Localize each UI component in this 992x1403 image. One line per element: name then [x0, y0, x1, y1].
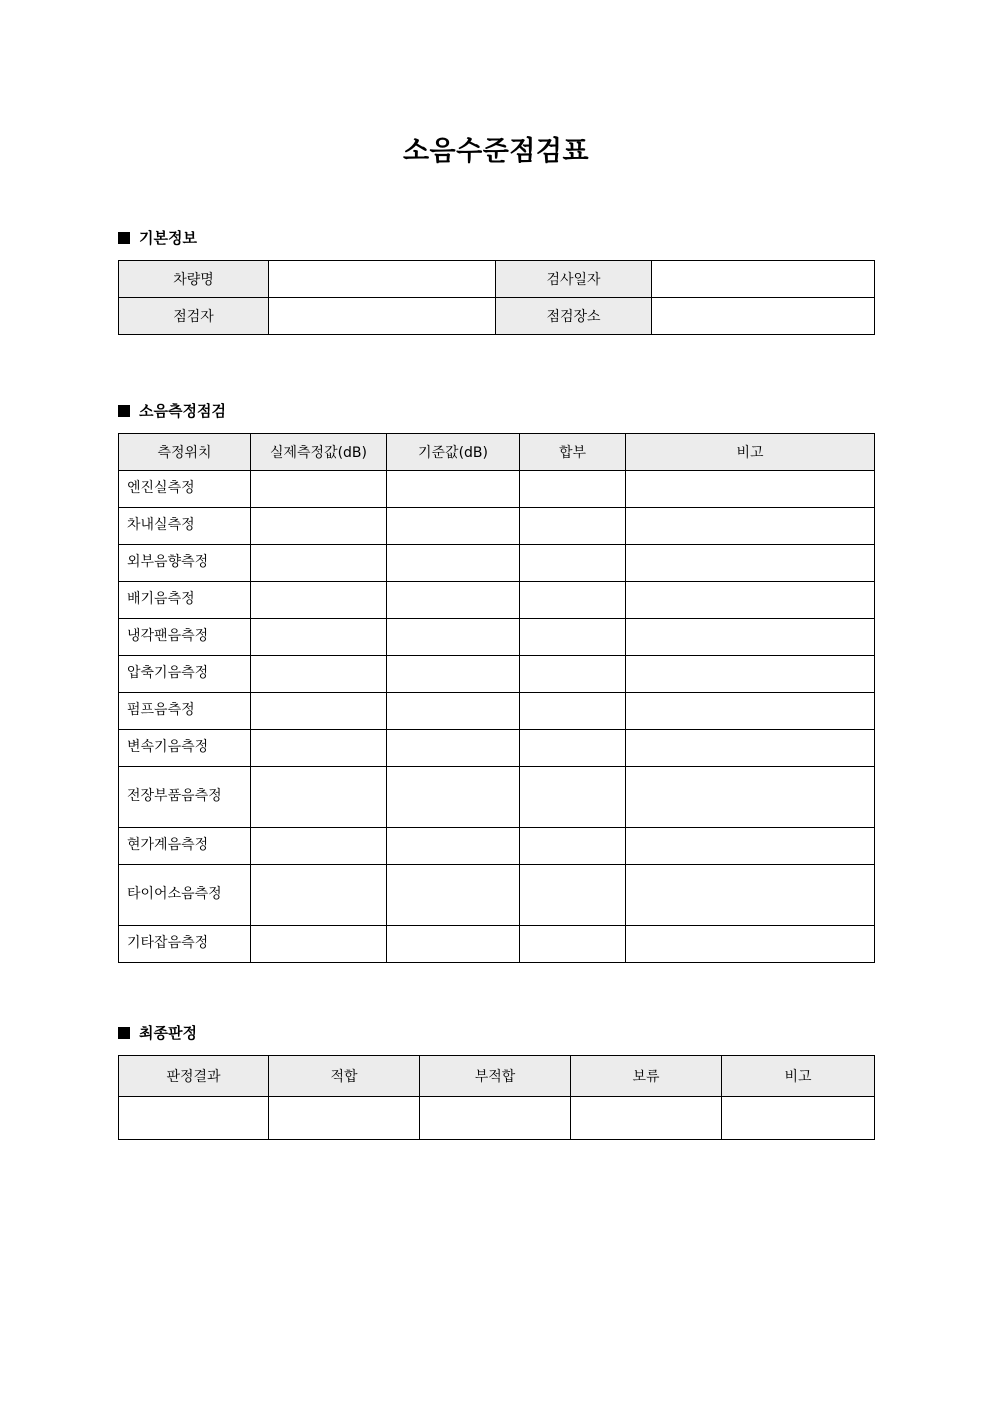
section-heading-label: 소음측정점검: [139, 401, 226, 420]
table-row: [119, 544, 875, 581]
cell-remark[interactable]: [626, 766, 875, 827]
section-noise-measurement: [0, 401, 992, 963]
column-header-pass: 적합: [269, 1055, 420, 1096]
table-row: [119, 507, 875, 544]
cell-measured-value[interactable]: [251, 766, 387, 827]
cell-location: 냉각팬음측정: [119, 618, 251, 655]
table-header-row: [119, 433, 875, 470]
table-row: [119, 655, 875, 692]
square-bullet-icon: [118, 405, 130, 417]
cell-standard-value[interactable]: [387, 729, 520, 766]
cell-standard-value[interactable]: [387, 544, 520, 581]
cell-location: 압축기음측정: [119, 655, 251, 692]
field-label-inspection-date: 검사일자: [496, 260, 652, 297]
cell-pass-fail[interactable]: [520, 766, 626, 827]
cell-remark[interactable]: [626, 507, 875, 544]
cell-measured-value[interactable]: [251, 544, 387, 581]
column-header-pass-fail: 합부: [520, 433, 626, 470]
cell-measured-value[interactable]: [251, 827, 387, 864]
cell-pass-fail[interactable]: [520, 864, 626, 925]
cell-location: 배기음측정: [119, 581, 251, 618]
column-header-remark: 비고: [722, 1055, 875, 1096]
table-row: [119, 470, 875, 507]
cell-remark[interactable]: [626, 827, 875, 864]
section-heading-noise-measurement: [118, 401, 992, 420]
noise-measurement-table: [118, 433, 875, 963]
cell-standard-value[interactable]: [387, 655, 520, 692]
cell-standard-value[interactable]: [387, 507, 520, 544]
column-header-fail: 부적합: [420, 1055, 571, 1096]
field-value-inspection-date[interactable]: [652, 260, 875, 297]
table-header-row: [119, 1055, 875, 1096]
field-label-inspector: 점검자: [119, 297, 269, 334]
table-row: [119, 766, 875, 827]
cell-location: 차내실측정: [119, 507, 251, 544]
cell-remark[interactable]: [626, 925, 875, 962]
square-bullet-icon: [118, 1027, 130, 1039]
cell-standard-value[interactable]: [387, 581, 520, 618]
cell-remark[interactable]: [626, 470, 875, 507]
table-row: [119, 864, 875, 925]
cell-fail[interactable]: [420, 1096, 571, 1139]
cell-remark[interactable]: [626, 618, 875, 655]
cell-remark[interactable]: [626, 581, 875, 618]
column-header-remark: 비고: [626, 433, 875, 470]
section-final-verdict: [0, 1023, 992, 1140]
cell-measured-value[interactable]: [251, 925, 387, 962]
cell-remark[interactable]: [626, 864, 875, 925]
cell-standard-value[interactable]: [387, 618, 520, 655]
cell-measured-value[interactable]: [251, 618, 387, 655]
cell-pass-fail[interactable]: [520, 470, 626, 507]
final-verdict-table: [118, 1055, 875, 1140]
cell-measured-value[interactable]: [251, 692, 387, 729]
cell-measured-value[interactable]: [251, 507, 387, 544]
cell-pass-fail[interactable]: [520, 729, 626, 766]
table-row: [119, 1096, 875, 1139]
column-header-measured-value: 실제측정값(dB): [251, 433, 387, 470]
column-header-verdict-result: 판정결과: [119, 1055, 269, 1096]
cell-standard-value[interactable]: [387, 470, 520, 507]
section-heading-label: 최종판정: [139, 1023, 197, 1042]
cell-location: 외부음향측정: [119, 544, 251, 581]
field-value-inspector[interactable]: [269, 297, 496, 334]
cell-location: 전장부품음측정: [119, 766, 251, 827]
cell-location: 현가계음측정: [119, 827, 251, 864]
basic-info-table: [118, 260, 875, 335]
cell-remark[interactable]: [626, 729, 875, 766]
cell-standard-value[interactable]: [387, 692, 520, 729]
column-header-hold: 보류: [571, 1055, 722, 1096]
cell-location: 타이어소음측정: [119, 864, 251, 925]
cell-remark[interactable]: [626, 692, 875, 729]
field-value-vehicle-name[interactable]: [269, 260, 496, 297]
table-row: [119, 925, 875, 962]
table-row: [119, 260, 875, 297]
page-title: 소음수준점검표: [402, 136, 590, 167]
table-row: [119, 618, 875, 655]
field-label-inspection-place: 점검장소: [496, 297, 652, 334]
cell-standard-value[interactable]: [387, 766, 520, 827]
section-heading-basic-info: [118, 228, 992, 247]
cell-measured-value[interactable]: [251, 581, 387, 618]
column-header-standard-value: 기준값(dB): [387, 433, 520, 470]
table-row: [119, 729, 875, 766]
section-heading-label: 기본정보: [139, 228, 197, 247]
column-header-location: 측정위치: [119, 433, 251, 470]
table-row: [119, 692, 875, 729]
cell-pass-fail[interactable]: [520, 925, 626, 962]
cell-pass-fail[interactable]: [520, 692, 626, 729]
square-bullet-icon: [118, 232, 130, 244]
cell-pass-fail[interactable]: [520, 544, 626, 581]
cell-location: 변속기음측정: [119, 729, 251, 766]
cell-verdict-result[interactable]: [119, 1096, 269, 1139]
section-basic-info: [0, 228, 992, 335]
cell-pass-fail[interactable]: [520, 618, 626, 655]
table-row: [119, 581, 875, 618]
cell-pass-fail[interactable]: [520, 827, 626, 864]
cell-standard-value[interactable]: [387, 827, 520, 864]
field-label-vehicle-name: 차량명: [119, 260, 269, 297]
cell-pass-fail[interactable]: [520, 581, 626, 618]
cell-remark[interactable]: [626, 544, 875, 581]
cell-remark[interactable]: [722, 1096, 875, 1139]
field-value-inspection-place[interactable]: [652, 297, 875, 334]
cell-hold[interactable]: [571, 1096, 722, 1139]
cell-remark[interactable]: [626, 655, 875, 692]
cell-location: 기타잡음측정: [119, 925, 251, 962]
cell-pass-fail[interactable]: [520, 655, 626, 692]
cell-measured-value[interactable]: [251, 729, 387, 766]
cell-measured-value[interactable]: [251, 864, 387, 925]
table-row: [119, 827, 875, 864]
cell-standard-value[interactable]: [387, 925, 520, 962]
section-heading-final-verdict: [118, 1023, 992, 1042]
cell-standard-value[interactable]: [387, 864, 520, 925]
cell-location: 엔진실측정: [119, 470, 251, 507]
table-row: [119, 297, 875, 334]
cell-pass-fail[interactable]: [520, 507, 626, 544]
cell-measured-value[interactable]: [251, 470, 387, 507]
cell-location: 펌프음측정: [119, 692, 251, 729]
cell-pass[interactable]: [269, 1096, 420, 1139]
cell-measured-value[interactable]: [251, 655, 387, 692]
